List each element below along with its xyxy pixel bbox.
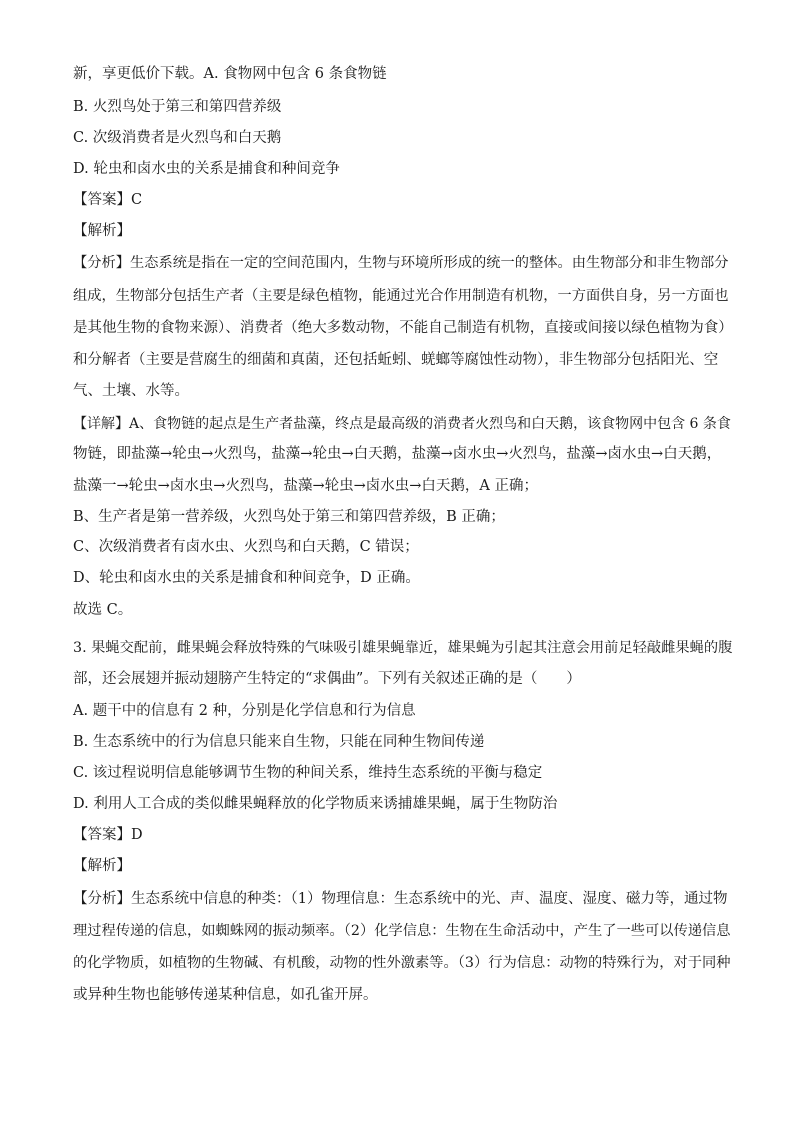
q3-option-d: D. 利用人工合成的类似雌果蝇释放的化学物质来诱捕雄果蝇，属于生物防治 — [73, 796, 558, 812]
q2-stem-tail: 新，享更低价下载。A. 食物网中包含 6 条食物链 — [73, 66, 387, 82]
q3-fenxi-line-4: 或异种生物也能够传递某种信息，如孔雀开屏。 — [73, 987, 378, 1003]
fenxi-text: 生态系统是指在一定的空间范围内，生物与环境所形成的统一的整体。由生物部分和非生物部分 — [130, 255, 729, 271]
q2-xiangjie-line-1 — [73, 414, 733, 434]
fenxi-text: 生态系统中信息的种类：（1）物理信息：生态系统中的光、声、温度、湿度、磁力等，通过物 — [131, 891, 728, 907]
q3-option-c: C. 该过程说明信息能够调节生物的种间关系，维持生态系统的平衡与稳定 — [73, 765, 543, 781]
answer-label: 【答案】 — [73, 827, 131, 843]
q2-option-b: B. 火烈鸟处于第三和第四营养级 — [73, 99, 282, 115]
q3-option-a: A. 题干中的信息有 2 种，分别是化学信息和行为信息 — [73, 703, 416, 719]
q2-xiangjie-line-4: B、生产者是第一营养级，火烈鸟处于第三和第四营养级，B 正确； — [73, 509, 505, 525]
q3-fenxi-line-2: 理过程传递的信息，如蜘蛛网的振动频率。（2）化学信息：生物在生命活动中，产生了一些可以传递信息 — [73, 923, 731, 939]
q2-conclusion: 故选 C。 — [73, 602, 133, 618]
q2-fenxi-line-1 — [73, 253, 733, 273]
q2-xiangjie-line-6: D、轮虫和卤水虫的关系是捕食和种间竞争，D 正确。 — [73, 570, 420, 586]
answer-value: D — [131, 827, 143, 843]
q3-stem-line-1: 3. 果蝇交配前，雌果蝇会释放特殊的气味吸引雄果蝇靠近，雄果蝇为引起其注意会用前足轻敲雌果蝇的腹 — [73, 640, 733, 656]
q2-fenxi-line-3: 是其他生物的食物来源）、消费者（绝大多数动物，不能自己制造有机物，直接或间接以绿色植物为食） — [73, 320, 733, 336]
xiangjie-text: A、食物链的起点是生产者盐藻，终点是最高级的消费者火烈鸟和白天鹅，该食物网中包含 6 条食 — [129, 416, 731, 432]
q2-answer-line — [73, 190, 733, 210]
fenxi-label: 【分析】 — [73, 891, 131, 907]
answer-value: C — [131, 192, 143, 208]
q3-stem-line-2: 部，还会展翅并振动翅膀产生特定的“求偶曲”。下列有关叙述正确的是（ ） — [73, 671, 581, 687]
q2-fenxi-line-4: 和分解者（主要是营腐生的细菌和真菌，还包括蚯蚓、蜣螂等腐蚀性动物），非生物部分包括阳光、空 — [73, 352, 719, 368]
q2-fenxi-line-5: 气、土壤、水等。 — [73, 383, 189, 399]
q3-option-b: B. 生态系统中的行为信息只能来自生物，只能在同种生物间传递 — [73, 734, 485, 750]
q2-xiangjie-line-5: C、次级消费者有卤水虫、火烈鸟和白天鹅，C 错误； — [73, 539, 419, 555]
q2-analysis-label: 【解析】 — [73, 223, 131, 239]
q2-xiangjie-line-3: 盐藻一→轮虫→卤水虫→火烈鸟，盐藻→轮虫→卤水虫→白天鹅，A 正确； — [73, 478, 538, 494]
q2-option-d: D. 轮虫和卤水虫的关系是捕食和种间竞争 — [73, 161, 340, 177]
xiangjie-label: 【详解】 — [73, 416, 129, 432]
q2-fenxi-line-2: 组成，生物部分包括生产者（主要是绿色植物，能通过光合作用制造有机物，一方面供自身，另一方面也 — [73, 288, 729, 304]
q3-analysis-label: 【解析】 — [73, 858, 131, 874]
q2-xiangjie-line-2: 物链，即盐藻→轮虫→火烈鸟，盐藻→轮虫→白天鹅，盐藻→卤水虫→火烈鸟，盐藻→卤水虫→白天鹅， — [73, 446, 722, 462]
q2-option-c: C. 次级消费者是火烈鸟和白天鹅 — [73, 130, 282, 146]
q3-answer-line — [73, 825, 733, 845]
answer-label: 【答案】 — [73, 192, 131, 208]
fenxi-label: 【分析】 — [73, 255, 131, 271]
q3-fenxi-line-1 — [73, 889, 733, 909]
q3-fenxi-line-3: 的化学物质，如植物的生物碱、有机酸，动物的性外激素等。（3）行为信息：动物的特殊行为，对于同种 — [73, 955, 731, 971]
